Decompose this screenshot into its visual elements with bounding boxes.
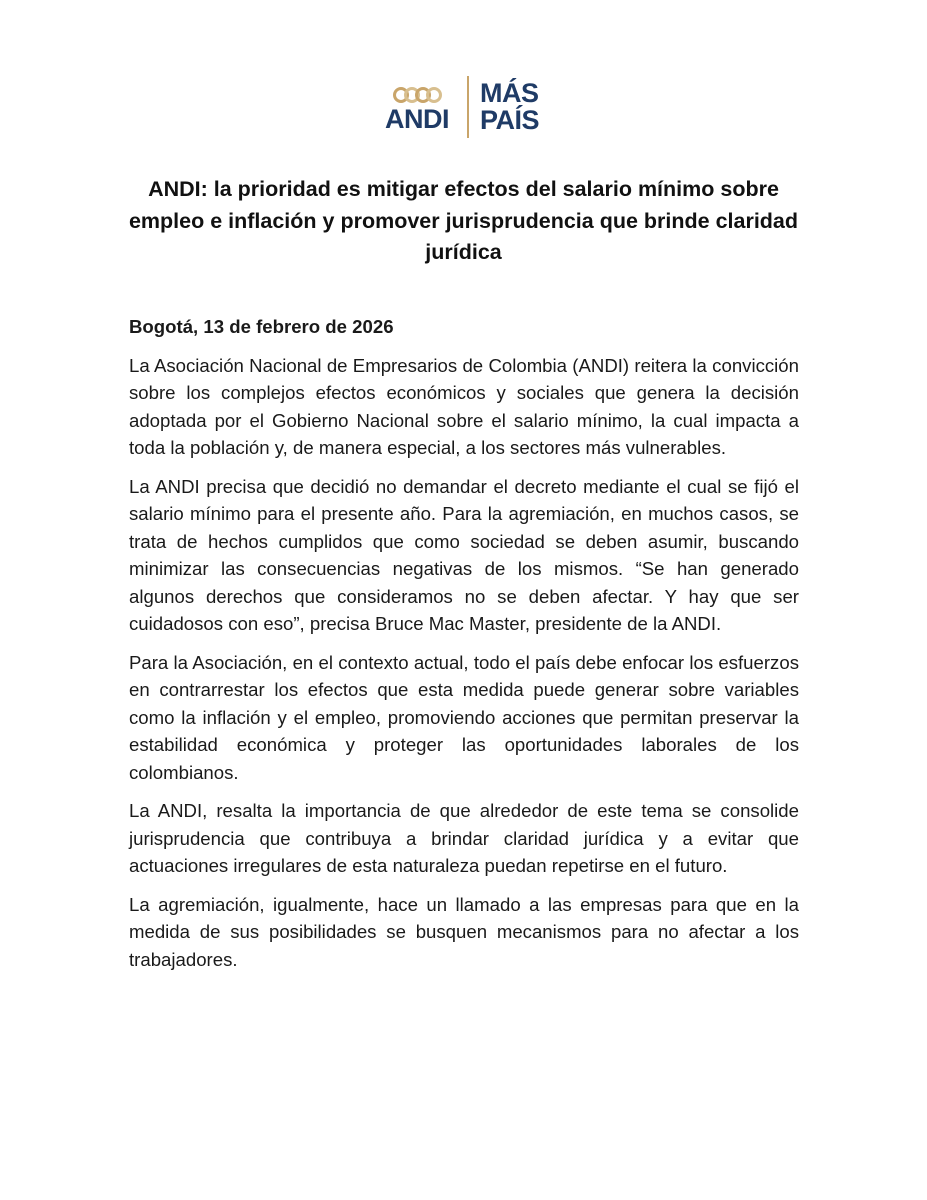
mas-pais-logo-line-2: PAÍS — [480, 105, 540, 135]
mas-pais-logo-line-1: MÁS — [480, 78, 539, 108]
header-logos — [0, 76, 927, 138]
page-title: ANDI: la prioridad es mitigar efectos del salario mínimo sobre empleo e inflación y promover jurisprudencia que brinde claridad jurídica — [128, 177, 799, 265]
mas-pais-logo — [480, 80, 560, 138]
paragraph-1: La Asociación Nacional de Empresarios de Colombia (ANDI) reitera la convicción sobre los complejos efectos económicos y sociales que genera la decisión adoptada por el Gobierno Nacional sobre el salario mínimo, la cual impacta a toda la población y, de manera especial, a los sectores más vulnerables. — [129, 354, 799, 458]
paragraph-5: La agremiación, igualmente, hace un llamado a las empresas para que en la medida de sus posibilidades se busquen mecanismos para no afectar a los trabajadores. — [129, 893, 799, 970]
dateline: Bogotá, 13 de febrero de 2026 — [129, 316, 394, 337]
paragraph-4: La ANDI, resalta la importancia de que alrededor de este tema se consolide jurisprudencia que contribuya a brindar claridad jurídica y a evitar que actuaciones irregulares de esta naturaleza puedan repetirse en el futuro. — [129, 800, 799, 876]
andi-logo — [378, 76, 456, 138]
article-body — [129, 313, 799, 984]
paragraph-3: Para la Asociación, en el contexto actual, todo el país debe enfocar los esfuerzos en contrarrestar los efectos que esta medida puede generar sobre variables como la inflación y el empleo, promoviendo acciones que permitan preservar la estabilidad económica y proteger las oportunidades laborales de los colombianos. — [129, 651, 799, 783]
andi-logo-text: ANDI — [385, 104, 449, 134]
paragraph-2: La ANDI precisa que decidió no demandar el decreto mediante el cual se fijó el salario mínimo para el presente año. Para la agremiación, en muchos casos, se trata de hechos cumplidos que como sociedad se deben asumir, buscando minimizar las consecuencias negativas de los mismos. “Se han generado algunos derechos que consideramos no se deben afectar. Y hay que ser cuidadosos con eso”, precisa Bruce Mac Master, presidente de la ANDI. — [129, 475, 799, 634]
andi-rings-icon — [392, 84, 442, 106]
logo-divider — [467, 76, 469, 138]
